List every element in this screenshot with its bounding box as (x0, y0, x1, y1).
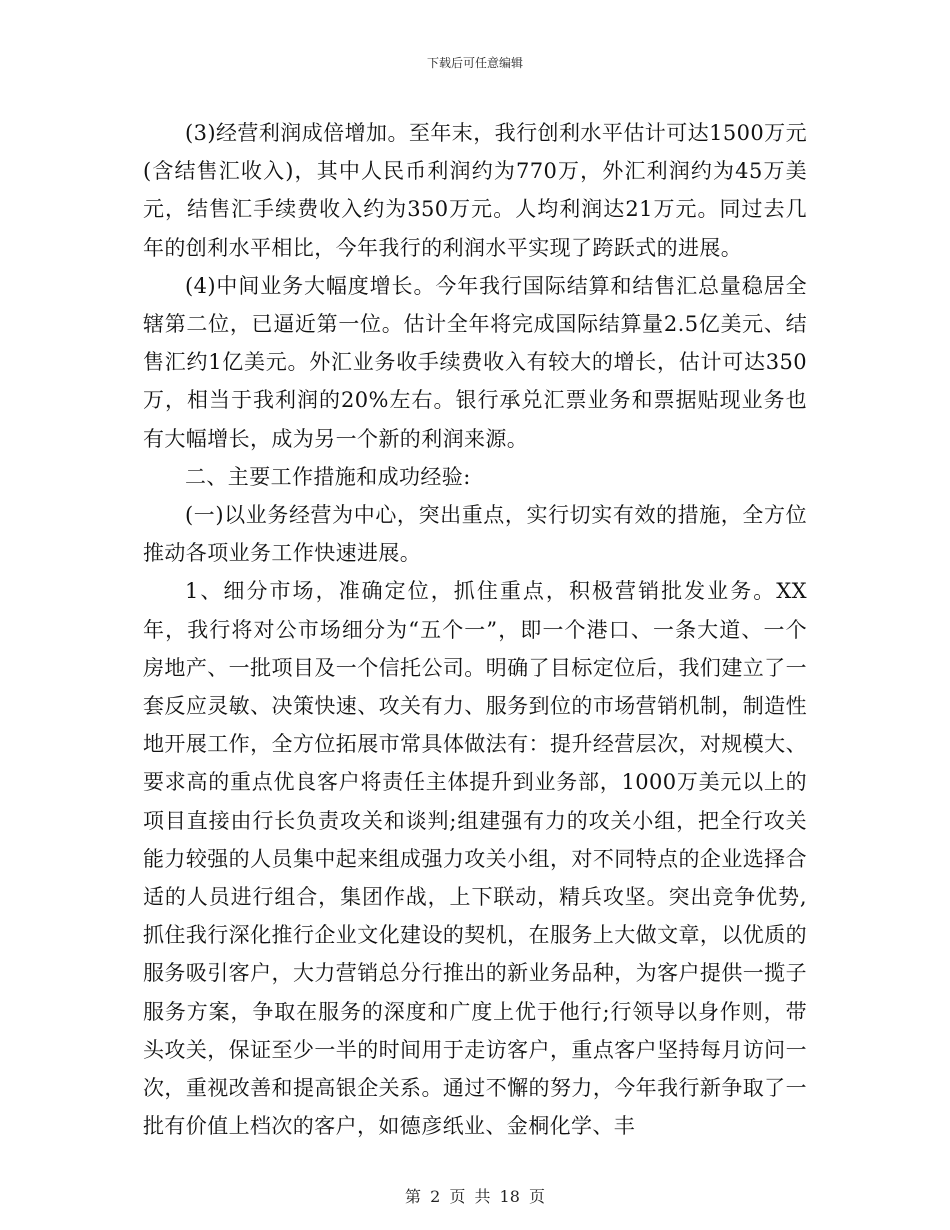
paragraph-profit: (3)经营利润成倍增加。至年末，我行创利水平估计可达1500万元(含结售汇收入)，其中人民币利润约为770万，外汇利润约为45万美元，结售汇手续费收入约为350万元。人均利润达21万元。同过去几年的创利水平相比，今年我行的利润水平实现了跨跃式的进展。 (143, 121, 807, 260)
page-number-footer: 第 2 页 共 18 页 (405, 1187, 545, 1206)
header-note: 下载后可任意编辑 (426, 56, 523, 70)
subsection-heading-business-center: (一)以业务经营为中心，突出重点，实行切实有效的措施，全方位推动各项业务工作快速进展。 (143, 503, 807, 566)
paragraph-market-segmentation: 1、细分市场，准确定位，抓住重点，积极营销批发业务。XX年，我行将对公市场细分为“五个一”，即一个港口、一条大道、一个房地产、一批项目及一个信托公司。明确了目标定位后，我们建立了一套反应灵敏、决策快速、攻关有力、服务到位的市场营销机制，制造性地开展工作，全方位拓展市常具体做法有：提升经营层次，对规模大、要求高的重点优良客户将责任主体提升到业务部，1000万美元以上的项目直接由行长负责攻关和谈判;组建强有力的攻关小组，把全行攻关能力较强的人员集中起来组成强力攻关小组，对不同特点的企业选择合适的人员进行组合，集团作战，上下联动，精兵攻坚。突出竞争优势,抓住我行深化推行企业文化建设的契机，在服务上大做文章，以优质的服务吸引客户，大力营销总分行推出的新业务品种，为客户提供一揽子服务方案，争取在服务的深度和广度上优于他行;行领导以身作则，带头攻关，保证至少一半的时间用于走访客户，重点客户坚持每月访问一次，重视改善和提高银企关系。通过不懈的努力，今年我行新争取了一批有价值上档次的客户，如德彦纸业、金桐化学、丰 (143, 579, 807, 1139)
paragraph-intermediate-business: (4)中间业务大幅度增长。今年我行国际结算和结售汇总量稳居全辖第二位，已逼近第一位。估计全年将完成国际结算量2.5亿美元、结售汇约1亿美元。外汇业务收手续费收入有较大的增长，估计可达350万，相当于我利润的20%左右。银行承兑汇票业务和票据贴现业务也有大幅增长，成为另一个新的利润来源。 (143, 273, 807, 451)
document-body (143, 114, 807, 1145)
section-heading-measures: 二、主要工作措施和成功经验: (185, 464, 471, 489)
